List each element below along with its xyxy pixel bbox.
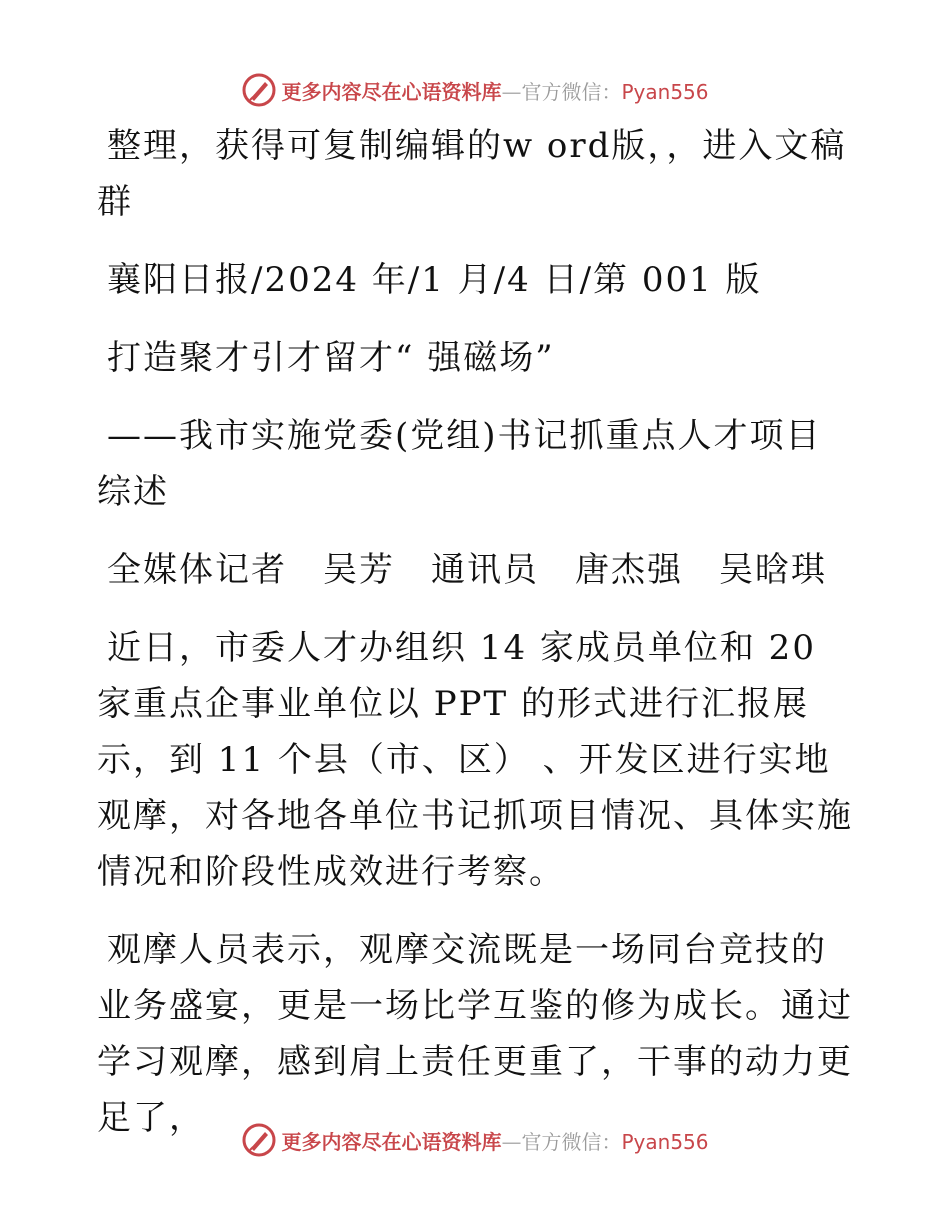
- watermark-title: 更多内容尽在心语资料库: [281, 1129, 502, 1154]
- watermark-footer: [0, 1120, 950, 1160]
- watermark-wechat-label: 官方微信：: [521, 1129, 622, 1154]
- paragraph-intro: 整理，获得可复制编辑的w ord版，，进入文稿群: [97, 126, 847, 222]
- watermark-wechat-id: Pyan556: [621, 1129, 709, 1154]
- watermark-header: [0, 70, 950, 110]
- quill-logo-icon: [241, 72, 277, 108]
- article-byline: 全媒体记者 吴芳 通讯员 唐杰强 吴晗琪: [107, 550, 827, 590]
- watermark-dash: —: [501, 79, 522, 104]
- watermark-title: 更多内容尽在心语资料库: [281, 79, 502, 104]
- document-body: [97, 118, 857, 1168]
- watermark-wechat-label: 官方微信：: [521, 79, 622, 104]
- paragraph-body-1: 近日，市委人才办组织 14 家成员单位和 20 家重点企事业单位以 PPT 的形式进行汇报展示，到 11 个县（市、区） 、开发区进行实地观摩，对各地各单位书记抓项目情况、具体实施情况和阶段性成效进行考察。: [97, 628, 853, 892]
- paragraph-body-2: 观摩人员表示，观摩交流既是一场同台竞技的业务盛宴，更是一场比学互鉴的修为成长。通过学习观摩，感到肩上责任更重了，干事的动力更足了，: [97, 930, 853, 1138]
- paragraph-source: 襄阳日报/2024 年/1 月/4 日/第 001 版: [107, 260, 762, 300]
- quill-logo-icon: [241, 1122, 277, 1158]
- article-subtitle: ——我市实施党委(党组)书记抓重点人才项目综述: [97, 416, 822, 512]
- watermark-dash: —: [501, 1129, 522, 1154]
- article-title: 打造聚才引才留才“ 强磁场”: [107, 338, 555, 378]
- watermark-wechat-id: Pyan556: [621, 79, 709, 104]
